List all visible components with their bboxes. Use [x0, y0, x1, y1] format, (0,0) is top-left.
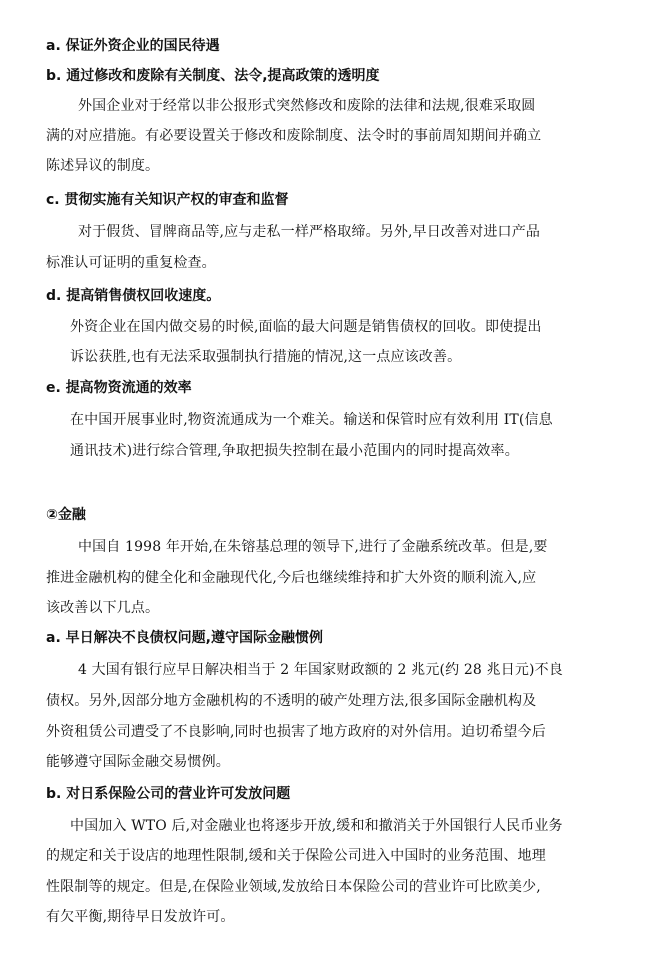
heading-a-national-treatment: a. 保证外资企业的国民待遇 [46, 38, 220, 54]
heading-c-intellectual-property: c. 贯彻实施有关知识产权的审查和监督 [46, 192, 289, 208]
paragraph-line: 该改善以下几点。 [46, 600, 160, 616]
heading-b-insurance-license: b. 对日系保险公司的营业许可发放问题 [46, 786, 291, 802]
paragraph-line: 4 大国有银行应早日解决相当于 2 年国家财政额的 2 兆元(约 28 兆日元)不良 [78, 662, 563, 678]
heading-a-bad-debts: a. 早日解决不良债权问题,遵守国际金融惯例 [46, 630, 323, 646]
paragraph-line: 陈述异议的制度。 [46, 158, 160, 174]
paragraph-line: 外资租赁公司遭受了不良影响,同时也损害了地方政府的对外信用。迫切希望今后 [46, 724, 546, 740]
paragraph-line: 性限制等的规定。但是,在保险业领域,发放给日本保险公司的营业许可比欧美少, [46, 879, 541, 895]
paragraph-line: 的规定和关于设店的地理性限制,缓和关于保险公司进入中国时的业务范围、地理 [46, 848, 546, 864]
paragraph-line: 中国自 1998 年开始,在朱镕基总理的领导下,进行了金融系统改革。但是,要 [78, 539, 548, 555]
paragraph-line: 通讯技术)进行综合管理,争取把损失控制在最小范围内的同时提高效率。 [70, 443, 519, 459]
paragraph-line: 推进金融机构的健全化和金融现代化,今后也继续维持和扩大外资的顺利流入,应 [46, 570, 537, 586]
paragraph-line: 中国加入 WTO 后,对金融业也将逐步开放,缓和和撤消关于外国银行人民币业务 [70, 818, 563, 834]
section-heading-finance: ②金融 [46, 507, 86, 523]
paragraph-line: 外国企业对于经常以非公报形式突然修改和废除的法律和法规,很难采取圆 [78, 98, 536, 114]
paragraph-line: 外资企业在国内做交易的时候,面临的最大问题是销售债权的回收。即使提出 [70, 319, 542, 335]
heading-e-logistics: e. 提高物资流通的效率 [46, 380, 192, 396]
paragraph-line: 满的对应措施。有必要设置关于修改和废除制度、法令时的事前周知期间并确立 [46, 128, 542, 144]
paragraph-line: 有欠平衡,期待早日发放许可。 [46, 909, 235, 925]
heading-d-receivables: d. 提高销售债权回收速度。 [46, 288, 221, 304]
heading-b-policy-transparency: b. 通过修改和废除有关制度、法令,提高政策的透明度 [46, 68, 380, 84]
paragraph-line: 在中国开展事业时,物资流通成为一个难关。输送和保管时应有效利用 IT(信息 [70, 412, 553, 428]
paragraph-line: 诉讼获胜,也有无法采取强制执行措施的情况,这一点应该改善。 [70, 349, 462, 365]
paragraph-line: 标准认可证明的重复检查。 [46, 255, 216, 271]
paragraph-line: 能够遵守国际金融交易惯例。 [46, 754, 230, 770]
paragraph-line: 债权。另外,因部分地方金融机构的不透明的破产处理方法,很多国际金融机构及 [46, 693, 537, 709]
paragraph-line: 对于假货、冒牌商品等,应与走私一样严格取缔。另外,早日改善对进口产品 [78, 224, 540, 240]
